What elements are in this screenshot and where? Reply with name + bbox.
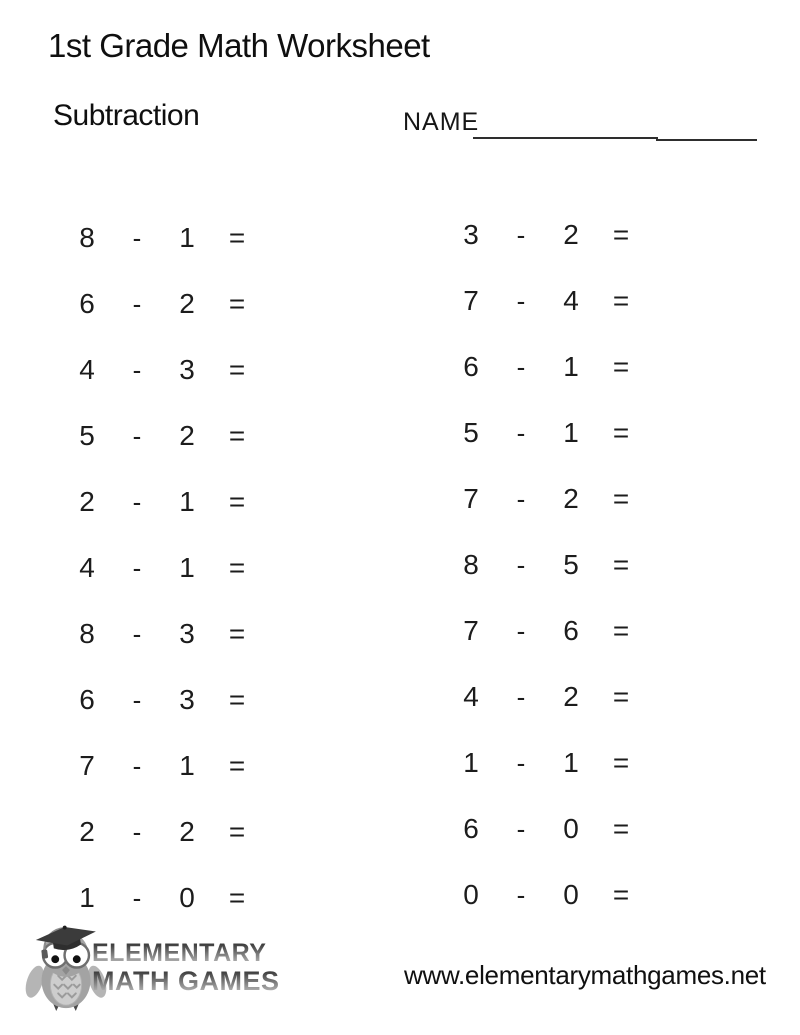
subtraction-problem	[62, 337, 292, 403]
equals-sign: =	[228, 486, 246, 517]
subtraction-problem	[446, 532, 676, 598]
name-blank-line[interactable]	[473, 137, 658, 139]
equals-sign: =	[612, 615, 630, 646]
equals-sign: =	[228, 618, 246, 649]
equals-sign: =	[228, 552, 246, 583]
subtraction-problem	[62, 271, 292, 337]
subtrahend: 1	[563, 747, 579, 778]
subtrahend: 1	[179, 486, 195, 517]
subtraction-problem	[62, 469, 292, 535]
equals-sign: =	[228, 750, 246, 781]
subtrahend: 1	[563, 351, 579, 382]
minus-sign: -	[516, 879, 526, 910]
minuend: 5	[79, 420, 95, 451]
equals-sign: =	[612, 351, 630, 382]
minuend: 4	[79, 552, 95, 583]
subtrahend: 2	[179, 288, 195, 319]
equals-sign: =	[612, 813, 630, 844]
equals-sign: =	[228, 354, 246, 385]
minus-sign: -	[516, 417, 526, 448]
minuend: 6	[463, 351, 479, 382]
minus-sign: -	[132, 816, 142, 847]
equals-sign: =	[612, 747, 630, 778]
subtrahend: 1	[179, 222, 195, 253]
minus-sign: -	[132, 618, 142, 649]
equals-sign: =	[612, 879, 630, 910]
subtraction-problem	[446, 400, 676, 466]
subtraction-problem	[62, 799, 292, 865]
subtrahend: 6	[563, 615, 579, 646]
subtraction-problem	[62, 865, 292, 931]
minuend: 1	[463, 747, 479, 778]
equals-sign: =	[228, 420, 246, 451]
minuend: 0	[463, 879, 479, 910]
minus-sign: -	[132, 288, 142, 319]
equals-sign: =	[228, 222, 246, 253]
equals-sign: =	[612, 417, 630, 448]
minuend: 6	[79, 288, 95, 319]
minus-sign: -	[516, 747, 526, 778]
subtrahend: 4	[563, 285, 579, 316]
subtrahend: 0	[179, 882, 195, 913]
minus-sign: -	[132, 354, 142, 385]
minus-sign: -	[132, 420, 142, 451]
minus-sign: -	[132, 222, 142, 253]
minuend: 2	[79, 816, 95, 847]
subtrahend: 3	[179, 684, 195, 715]
subtrahend: 3	[179, 354, 195, 385]
minuend: 6	[79, 684, 95, 715]
subtraction-problem	[62, 205, 292, 271]
minuend: 7	[79, 750, 95, 781]
subtrahend: 1	[179, 552, 195, 583]
subtraction-problem	[446, 598, 676, 664]
minuend: 4	[463, 681, 479, 712]
subtrahend: 2	[563, 483, 579, 514]
minuend: 8	[79, 618, 95, 649]
minus-sign: -	[516, 549, 526, 580]
equals-sign: =	[228, 684, 246, 715]
subtrahend: 1	[563, 417, 579, 448]
minus-sign: -	[132, 684, 142, 715]
minuend: 8	[79, 222, 95, 253]
subtrahend: 3	[179, 618, 195, 649]
subtraction-problem	[446, 202, 676, 268]
minuend: 7	[463, 285, 479, 316]
minus-sign: -	[516, 285, 526, 316]
logo-line-elementary: ELEMENTARY	[92, 941, 280, 966]
minus-sign: -	[132, 882, 142, 913]
minuend: 7	[463, 483, 479, 514]
subtraction-problem	[62, 733, 292, 799]
minuend: 4	[79, 354, 95, 385]
subtraction-problem	[446, 796, 676, 862]
equals-sign: =	[228, 288, 246, 319]
minus-sign: -	[516, 681, 526, 712]
problems-column-right	[446, 202, 676, 928]
minuend: 2	[79, 486, 95, 517]
name-label: NAME	[403, 108, 480, 136]
subtrahend: 2	[563, 681, 579, 712]
minuend: 7	[463, 615, 479, 646]
equals-sign: =	[612, 483, 630, 514]
page-title: 1st Grade Math Worksheet	[48, 27, 430, 64]
minus-sign: -	[516, 483, 526, 514]
minuend: 8	[463, 549, 479, 580]
subtrahend: 5	[563, 549, 579, 580]
minus-sign: -	[516, 219, 526, 250]
subtrahend: 0	[563, 813, 579, 844]
minuend: 1	[79, 882, 95, 913]
equals-sign: =	[612, 285, 630, 316]
website-link[interactable]: www.elementarymathgames.net	[404, 960, 766, 990]
equals-sign: =	[228, 882, 246, 913]
minuend: 5	[463, 417, 479, 448]
name-blank-line-2[interactable]	[656, 139, 757, 141]
logo-wordmark	[92, 941, 280, 995]
logo-line-math-games: MATH GAMES	[92, 966, 280, 996]
subtrahend: 0	[563, 879, 579, 910]
subtraction-problem	[446, 466, 676, 532]
minus-sign: -	[132, 486, 142, 517]
subtraction-problem	[446, 730, 676, 796]
subtrahend: 2	[563, 219, 579, 250]
minuend: 3	[463, 219, 479, 250]
subtrahend: 2	[179, 816, 195, 847]
minus-sign: -	[516, 615, 526, 646]
subtrahend: 1	[179, 750, 195, 781]
equals-sign: =	[612, 219, 630, 250]
subtraction-problem	[62, 601, 292, 667]
problems-column-left	[62, 205, 292, 931]
minus-sign: -	[132, 552, 142, 583]
worksheet-subtitle: Subtraction	[53, 99, 200, 132]
minus-sign: -	[516, 351, 526, 382]
equals-sign: =	[612, 549, 630, 580]
minus-sign: -	[132, 750, 142, 781]
subtrahend: 2	[179, 420, 195, 451]
equals-sign: =	[228, 816, 246, 847]
subtraction-problem	[446, 334, 676, 400]
subtraction-problem	[62, 535, 292, 601]
subtraction-problem	[446, 862, 676, 928]
subtraction-problem	[446, 268, 676, 334]
subtraction-problem	[446, 664, 676, 730]
subtraction-problem	[62, 667, 292, 733]
minus-sign: -	[516, 813, 526, 844]
equals-sign: =	[612, 681, 630, 712]
subtraction-problem	[62, 403, 292, 469]
minuend: 6	[463, 813, 479, 844]
